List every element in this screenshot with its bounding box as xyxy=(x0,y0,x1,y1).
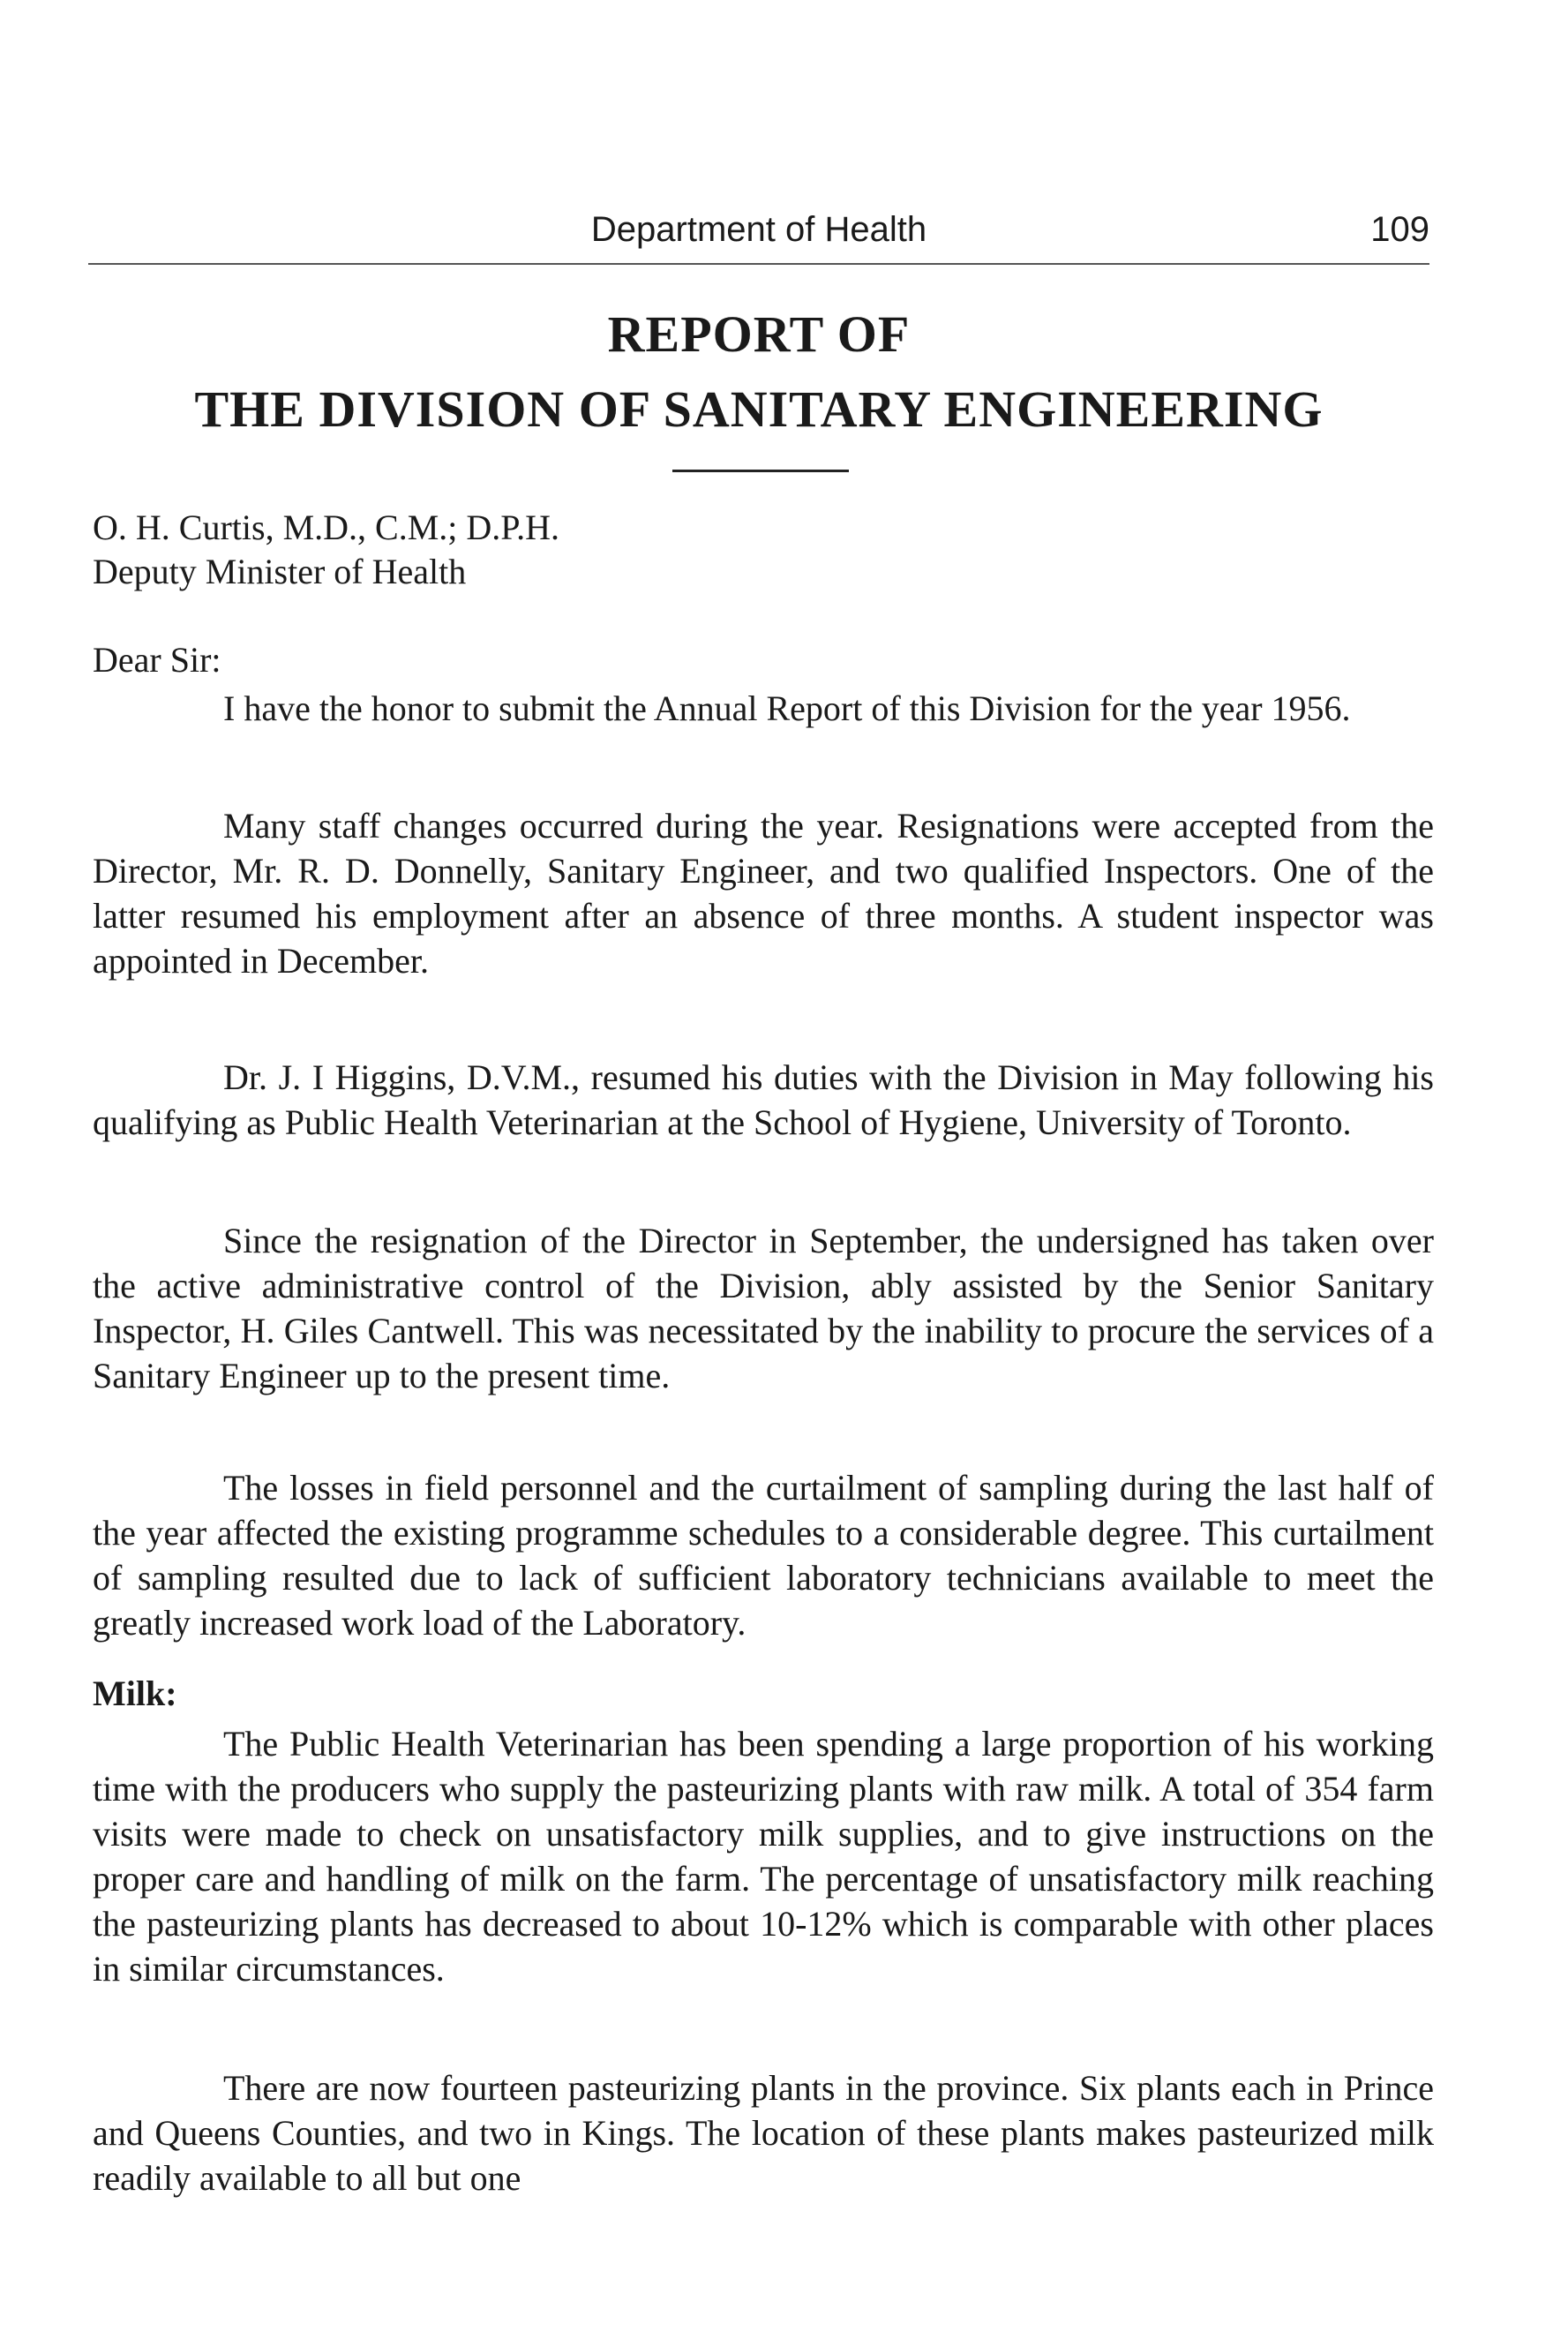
addressee-position: Deputy Minister of Health xyxy=(93,552,467,591)
addressee-name: O. H. Curtis, M.D., C.M.; D.P.H. xyxy=(93,508,559,547)
section-heading-milk: Milk: xyxy=(93,1673,177,1713)
page-number: 109 xyxy=(1370,210,1429,249)
paragraph-4: Since the resignation of the Director in September, the undersigned has taken over the active administrative control of the Division, ably assisted by the Senior Sanitary Inspector, H. Giles Cantwell. This was necessitated by the inability to procure the services of a Sanitary Engineer up to the present time. xyxy=(93,1221,1434,1395)
report-title-line-1: REPORT OF xyxy=(607,305,911,363)
paragraph-2: Many staff changes occurred during the year. Resignations were accepted from the Director, Mr. R. D. Donnelly, Sanitary Engineer, and two qualified Inspectors. One of the latter resumed his employment after an absence of three months. A student inspector was appointed in December. xyxy=(93,806,1434,981)
paragraph-3: Dr. J. I Higgins, D.V.M., resumed his duties with the Division in May following his qualifying as Public Health Veterinarian at the School of Hygiene, University of Toronto. xyxy=(93,1057,1434,1142)
running-header xyxy=(88,210,1429,265)
title-divider xyxy=(672,470,849,472)
paragraph-5: The losses in field personnel and the curtailment of sampling during the last half of the year affected the existing programme schedules to a considerable degree. This curtailment of sampling resulted due to lack of sufficient laboratory technicians available to meet the greatly increased work load of the Laboratory. xyxy=(93,1468,1434,1643)
milk-paragraph-2: There are now fourteen pasteurizing plants in the province. Six plants each in Prince and Queens Counties, and two in Kings. The location of these plants makes pasteurized milk readily available to all but one xyxy=(93,2068,1434,2198)
milk-paragraph-1: The Public Health Veterinarian has been spending a large proportion of his working time with the producers who supply the pasteurizing plants with raw milk. A total of 354 farm visits were made to check on unsatisfactory milk supplies, and to give instructions on the proper care and handling of milk on the farm. The percentage of unsatisfactory milk reaching the pasteurizing plants has decreased to about 10-12% which is comparable with other places in similar circumstances. xyxy=(93,1724,1434,1989)
paragraph-1: I have the honor to submit the Annual Report of this Division for the year 1956. xyxy=(223,688,1351,728)
salutation: Dear Sir: xyxy=(93,640,221,680)
report-title-line-2: THE DIVISION OF SANITARY ENGINEERING xyxy=(194,380,1324,438)
header-department: Department of Health xyxy=(590,210,927,249)
